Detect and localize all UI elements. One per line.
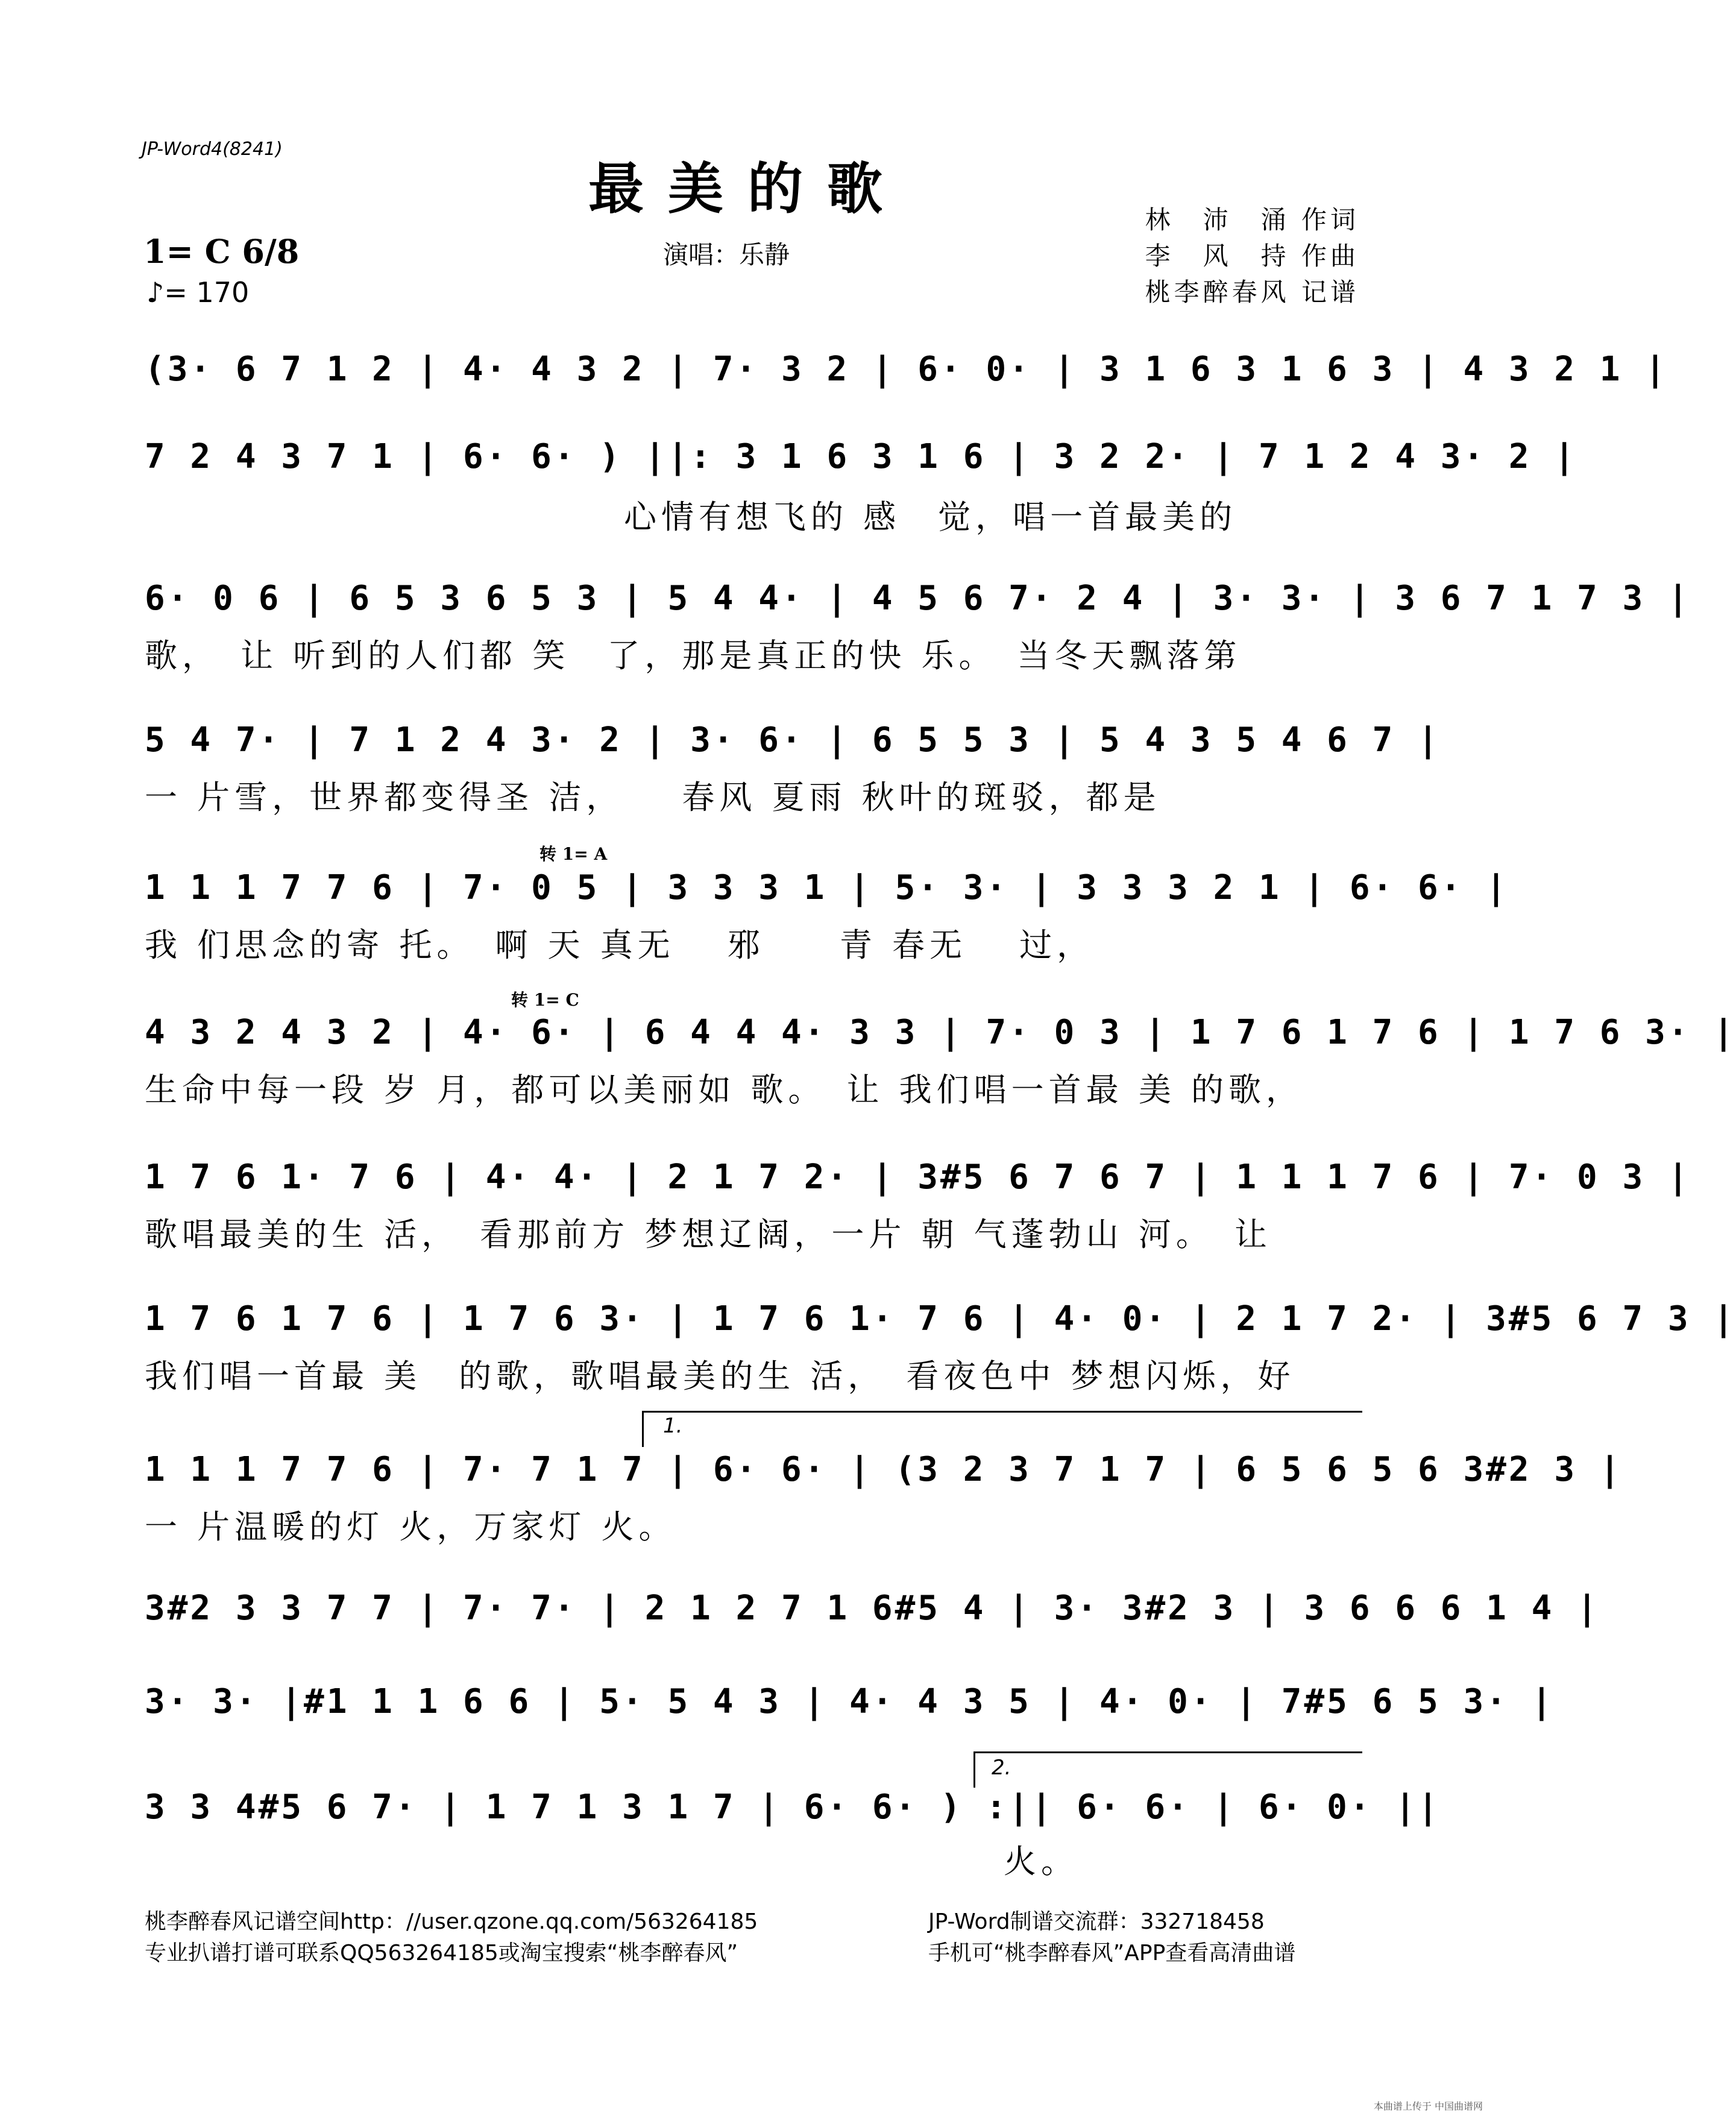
footer-left (145, 1906, 758, 1969)
volta-2-bracket-left (973, 1751, 975, 1788)
watermark: 本曲谱上传于 中国曲谱网 (1373, 2101, 1483, 2112)
volta-1-bracket-left (642, 1411, 644, 1447)
score-line-10-notes: 3#2 3 3 7 7 | 7· 7· | 2 1 2 7 1 6#5 4 | 3· 3#2 3 | 3 6 6 6 1 4 | (145, 1589, 1600, 1628)
score-line-4-lyrics: 一 片雪，世界都变得圣 洁， 春风 夏雨 秋叶的斑驳，都是 (145, 778, 1161, 816)
score-line-9-lyrics: 一 片温暖的灯 火，万家灯 火。 (145, 1508, 676, 1546)
tempo-marking: ♪= 170 (146, 276, 250, 309)
modulation-to-a: 转 1= A (539, 844, 608, 864)
volta-1-bracket (642, 1411, 1362, 1413)
key-signature: 1= C 6/8 (143, 232, 300, 271)
score-line-4-notes: 5 4 7· | 7 1 2 4 3· 2 | 3· 6· | 6 5 5 3 | 5 4 3 5 4 6 7 | (145, 720, 1441, 760)
score-line-11-notes: 3· 3· |#1 1 1 6 6 | 5· 5 4 3 | 4· 4 3 5 | 4· 0· | 7#5 6 5 3· | (145, 1682, 1555, 1721)
score-line-1-notes: (3· 6 7 1 2 | 4· 4 3 2 | 7· 3 2 | 6· 0· | 3 1 6 3 1 6 3 | 4 3 2 1 | (145, 350, 1668, 389)
footer-right (928, 1906, 1295, 1969)
score-line-12-lyrics: 火。 (1004, 1842, 1078, 1880)
footer-group: JP-Word制谱交流群：332718458 (928, 1909, 1265, 1934)
score-line-12-notes: 3 3 4#5 6 7· | 1 7 1 3 1 7 | 6· 6· ) :|| 6· 6· | 6· 0· || (145, 1788, 1441, 1827)
modulation-to-c: 转 1= C (511, 990, 579, 1010)
score-line-5-notes: 1 1 1 7 7 6 | 7· 0 5 | 3 3 3 1 | 5· 3· | 3 3 3 2 1 | 6· 6· | (145, 868, 1509, 907)
score-line-7-notes: 1 7 6 1· 7 6 | 4· 4· | 2 1 7 2· | 3#5 6 7 6 7 | 1 1 1 7 6 | 7· 0 3 | (145, 1158, 1691, 1197)
song-title: 最美的歌 (588, 156, 907, 221)
score-line-5-lyrics: 我 们思念的寄 托。 啊 天 真无 邪 青 春无 过， (145, 926, 1095, 964)
composer-credit: 李 风 持 作曲 (1145, 241, 1359, 271)
software-label: JP-Word4(8241) (142, 139, 283, 160)
singer-label: 演唱：乐静 (663, 240, 790, 269)
score-line-7-lyrics: 歌唱最美的生 活， 看那前方 梦想辽阔，一片 朝 气蓬勃山 河。 让 (145, 1215, 1272, 1253)
score-line-3-notes: 6· 0 6 | 6 5 3 6 5 3 | 5 4 4· | 4 5 6 7· 2 4 | 3· 3· | 3 6 7 1 7 3 | (145, 579, 1691, 618)
score-line-6-lyrics: 生命中每一段 岁 月，都可以美丽如 歌。 让 我们唱一首最 美 的歌， (145, 1071, 1303, 1109)
score-line-2-lyrics: 心情有想飞的 感 觉，唱一首最美的 (624, 498, 1238, 536)
credits (1145, 202, 1359, 310)
score-line-2-notes: 7 2 4 3 7 1 | 6· 6· ) ||: 3 1 6 3 1 6 | 3 2 2· | 7 1 2 4 3· 2 | (145, 437, 1577, 476)
footer-url: 桃李醉春风记谱空间http：//user.qzone.qq.com/563264185 (145, 1909, 758, 1934)
score-line-8-notes: 1 7 6 1 7 6 | 1 7 6 3· | 1 7 6 1· 7 6 | 4· 0· | 2 1 7 2· | 3#5 6 7 3 | (145, 1299, 1736, 1338)
lyricist-credit: 林 沛 涌 作词 (1145, 205, 1359, 235)
transcriber-credit: 桃李醉春风 记谱 (1145, 277, 1359, 307)
score-line-8-lyrics: 我们唱一首最 美 的歌，歌唱最美的生 活， 看夜色中 梦想闪烁，好 (145, 1357, 1295, 1395)
footer-app: 手机可“桃李醉春风”APP查看高清曲谱 (928, 1941, 1296, 1965)
volta-2-bracket (973, 1751, 1362, 1753)
score-line-9-notes: 1 1 1 7 7 6 | 7· 7 1 7 | 6· 6· | (3 2 3 7 1 7 | 6 5 6 5 6 3#2 3 | (145, 1450, 1623, 1489)
volta-2-label: 2. (992, 1756, 1011, 1780)
score-line-3-lyrics: 歌， 让 听到的人们都 笑 了，那是真正的快 乐。 当冬天飘落第 (145, 637, 1242, 675)
volta-1-label: 1. (663, 1414, 683, 1438)
footer-contact: 专业扒谱打谱可联系QQ563264185或淘宝搜索“桃李醉春风” (145, 1941, 738, 1965)
score-line-6-notes: 4 3 2 4 3 2 | 4· 6· | 6 4 4 4· 3 3 | 7· 0 3 | 1 7 6 1 7 6 | 1 7 6 3· | (145, 1013, 1736, 1052)
